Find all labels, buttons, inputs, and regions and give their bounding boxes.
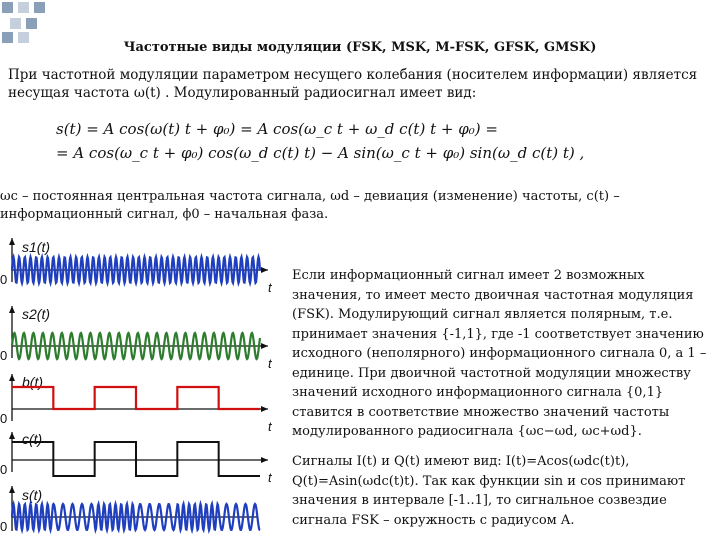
panel-c-t-label: t (268, 470, 272, 485)
panel-c-amp-arrow (9, 432, 15, 439)
symbol-legend: ωc – постоянная центральная частота сигнала, ωd – девиация (изменение) частоты, c(t) – информационный сигнал, ϕ0 – начальная фаза. (0, 189, 620, 222)
panel-b-zero: 0 (0, 411, 8, 426)
panel-s2-amp-arrow (9, 306, 15, 313)
panel-s1-t-label: t (268, 280, 272, 295)
panel-c-zero: 0 (0, 462, 8, 477)
fsk-description: Если информационный сигнал имеет 2 возможных значения, то имеет место двоичная частотная модуляция (FSK). Модулирующий сигнал является полярным, т.е. принимает значения {-1,1}, где -1 соответствует значению исходного (неполярного) информационного сигнала 0, а 1 – единице. При двоичной частотной модуляции множеству значений исходного информационного сигнала {0,1} ставится в соответствие множество значений частоты модулированного радиосигнала {ωc−ωd, ωc+ωd}. (292, 268, 707, 439)
panel-b-amp-arrow (9, 374, 15, 381)
panel-s2-zero: 0 (0, 348, 8, 363)
formula-line-1: s(t) = A cos(ω(t) t + φ₀) = A cos(ω_c t + ω_d c(t) t + φ₀) = (56, 120, 498, 138)
decorative-squares (0, 0, 60, 45)
panel-b-time-arrow (261, 406, 268, 412)
panel-s-label: s(t) (22, 487, 43, 503)
panel-s-amp-arrow (9, 486, 15, 493)
panel-s2-label: s2(t) (22, 306, 50, 322)
panel-b-label: b(t) (22, 374, 43, 390)
panel-s1-time-arrow (261, 267, 268, 273)
panel-s2-time-arrow (261, 343, 268, 349)
panel-c-signal (12, 442, 260, 476)
panel-s1-label: s1(t) (22, 239, 50, 255)
modulation-formula (56, 118, 584, 166)
intro-paragraph: При частотной модуляции параметром несущего колебания (носителем информации) является несущая частота ω(t) . Модулированный радиосигнал имеет вид: (8, 67, 698, 101)
iq-description: Сигналы I(t) и Q(t) имеют вид: I(t)=Acos(ωdc(t)t), Q(t)=Asin(ωdc(t)t). Так как функции sin и cos принимают значения в интервале [-1..1], то сигнальное созвездие сигнала FSK – окружность с радиусом A. (292, 454, 686, 528)
panel-c-label: c(t) (22, 431, 43, 447)
panel-c-time-arrow (261, 457, 268, 463)
panel-b-signal (12, 387, 260, 409)
panel-s1-zero: 0 (0, 272, 8, 287)
panel-s2-t-label: t (268, 356, 272, 371)
formula-line-2: = A cos(ω_c t + φ₀) cos(ω_d c(t) t) − A sin(ω_c t + φ₀) sin(ω_d c(t) t) , (56, 144, 585, 162)
fsk-waveform-diagram (0, 234, 285, 540)
panel-b-t-label: t (268, 419, 272, 434)
panel-s1-amp-arrow (9, 238, 15, 245)
slide-title: Частотные виды модуляции (FSK, MSK, M-FSK, GFSK, GMSK) (123, 40, 597, 55)
panel-s-zero: 0 (0, 519, 8, 534)
